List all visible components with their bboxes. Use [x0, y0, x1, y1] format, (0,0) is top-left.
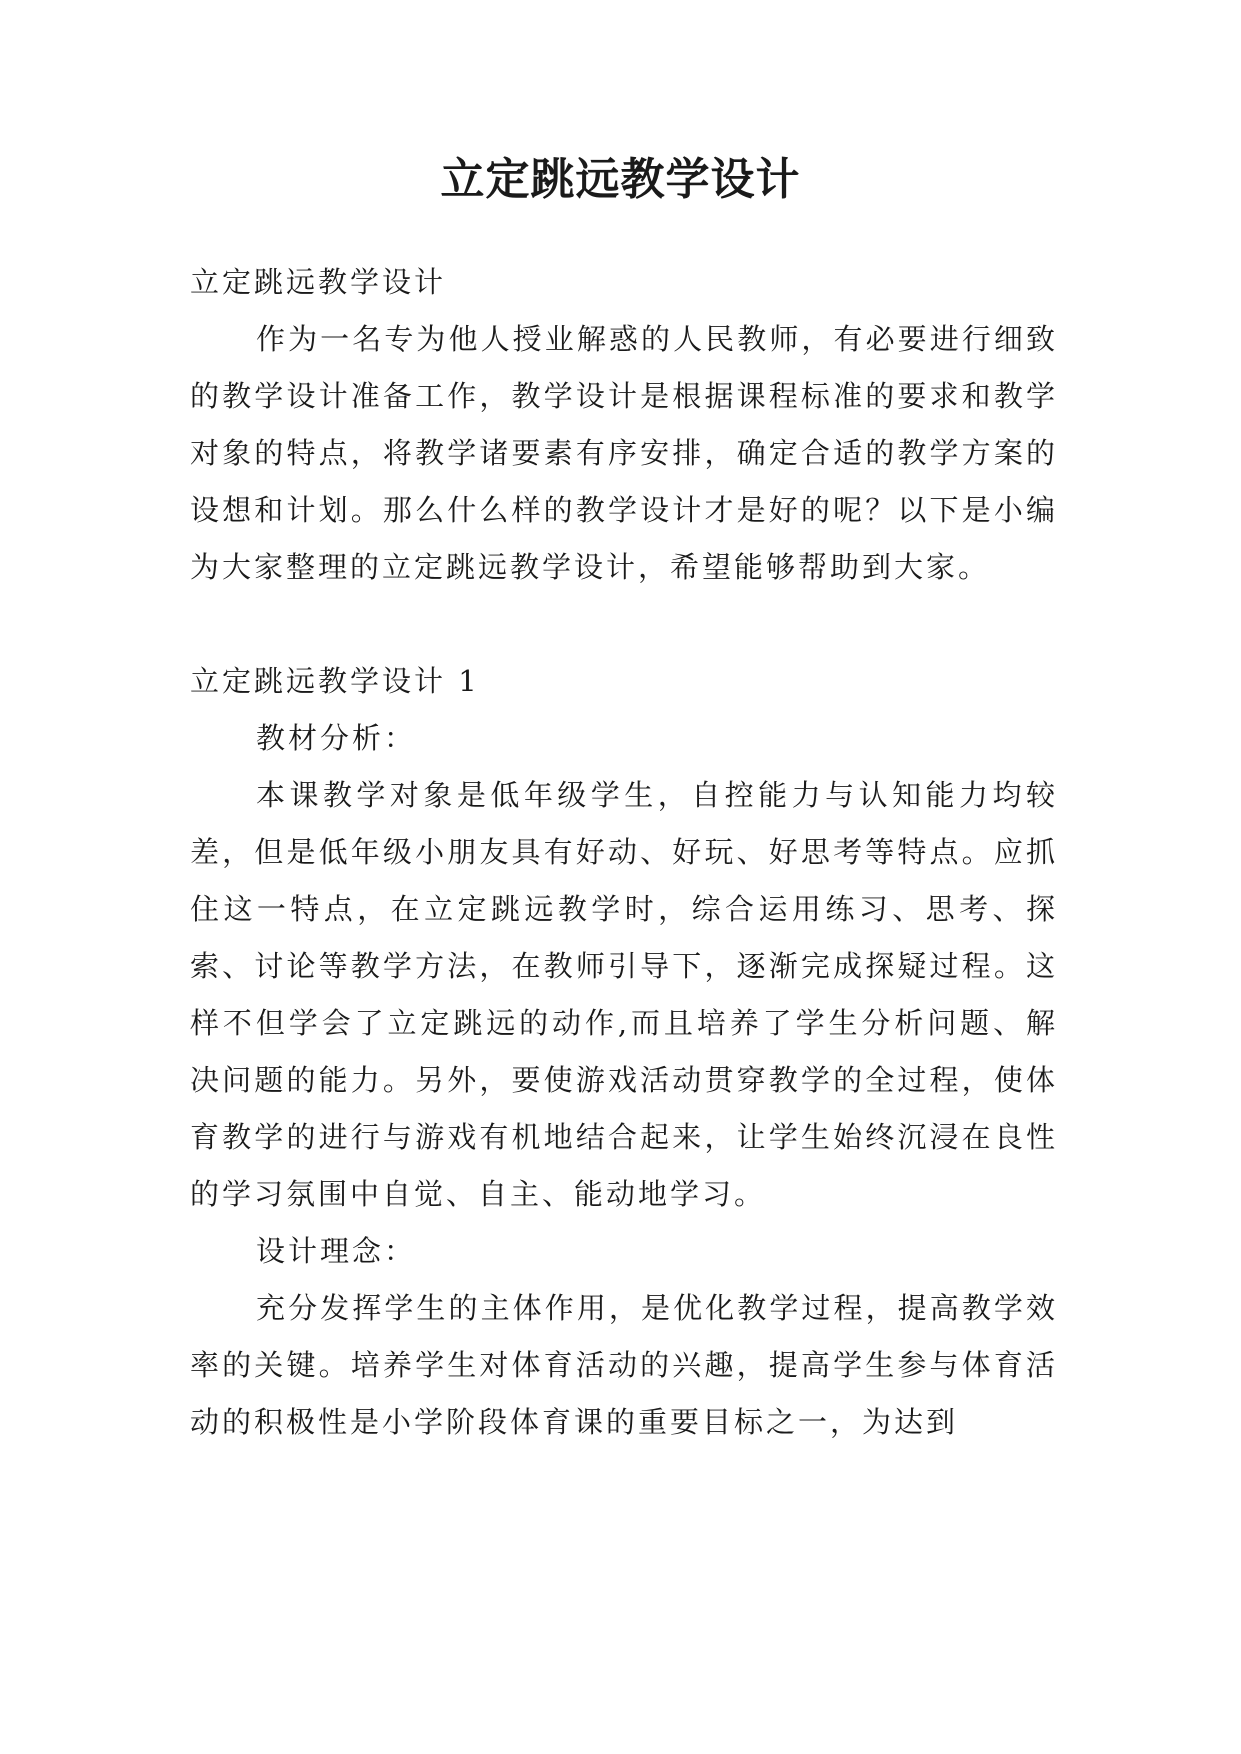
analysis-paragraph: 本课教学对象是低年级学生，自控能力与认知能力均较差，但是低年级小朋友具有好动、好玩、好思考等特点。应抓住这一特点，在立定跳远教学时，综合运用练习、思考、探索、讨论等教学方法，在教师引导下，逐渐完成探疑过程。这样不但学会了立定跳远的动作,而且培养了学生分析问题、解决问题的能力。另外，要使游戏活动贯穿教学的全过程，使体育教学的进行与游戏有机地结合起来，让学生始终沉浸在良性的学习氛围中自觉、自主、能动地学习。: [190, 778, 1058, 1211]
section-heading: 立定跳远教学设计 1: [190, 664, 480, 698]
document-body: [190, 254, 1058, 1451]
paragraph-spacer: [190, 596, 1058, 653]
analysis-label: 教材分析：: [256, 721, 417, 755]
intro-paragraph: 作为一名专为他人授业解惑的人民教师，有必要进行细致的教学设计准备工作，教学设计是根据课程标准的要求和教学对象的特点，将教学诸要素有序安排，确定合适的教学方案的设想和计划。那么什么样的教学设计才是好的呢？以下是小编为大家整理的立定跳远教学设计，希望能够帮助到大家。: [190, 322, 1058, 584]
concept-paragraph: 充分发挥学生的主体作用，是优化教学过程，提高教学效率的关键。培养学生对体育活动的兴趣，提高学生参与体育活动的积极性是小学阶段体育课的重要目标之一，为达到: [190, 1291, 1058, 1439]
subtitle: 立定跳远教学设计: [190, 265, 447, 299]
document-title: 立定跳远教学设计: [440, 154, 801, 205]
concept-label: 设计理念：: [256, 1234, 417, 1268]
